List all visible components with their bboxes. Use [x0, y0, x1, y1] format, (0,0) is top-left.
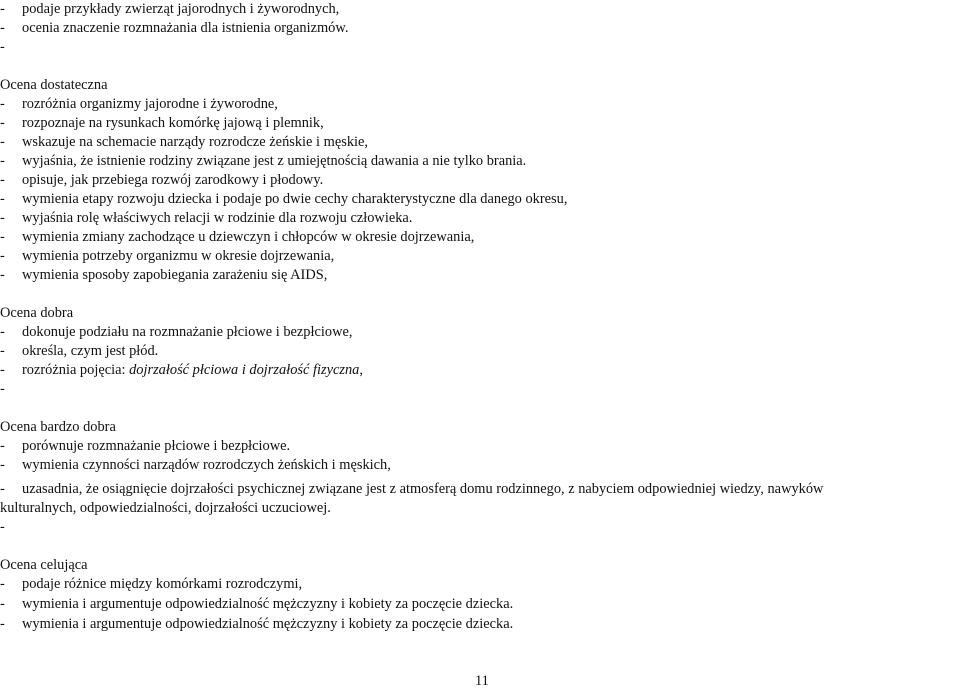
list-item-text: wymienia potrzeby organizmu w okresie dojrzewania,: [22, 248, 335, 264]
list-item: [0, 361, 363, 379]
list-item: [0, 456, 391, 474]
list-dash: -: [0, 481, 5, 497]
list-item-continuation: [0, 499, 331, 517]
list-dash: -: [0, 172, 5, 188]
list-dash: -: [0, 229, 5, 245]
list-dash: -: [0, 210, 5, 226]
list-dash: -: [0, 96, 5, 112]
empty-list-item: [0, 380, 22, 398]
list-item: [0, 19, 348, 37]
list-dash: -: [0, 576, 5, 592]
list-dash: -: [0, 519, 5, 535]
list-dash: -: [0, 39, 5, 55]
list-dash: -: [0, 616, 5, 632]
list-dash: -: [0, 362, 5, 378]
list-dash: -: [0, 457, 5, 473]
list-item: [0, 247, 334, 265]
list-dash: -: [0, 20, 5, 36]
list-item: [0, 595, 513, 613]
list-item-italic-terms: dojrzałość płciowa i dojrzałość fizyczna,: [129, 362, 363, 378]
empty-list-item: [0, 518, 22, 536]
list-item-text: rozróżnia pojęcia:: [22, 362, 126, 378]
list-item-text: podaje różnice między komórkami rozrodczymi,: [22, 576, 303, 592]
list-item-text: podaje przykłady zwierząt jajorodnych i żyworodnych,: [22, 1, 340, 17]
list-item: [0, 323, 352, 341]
list-item-text: ocenia znaczenie rozmnażania dla istnienia organizmów.: [22, 20, 349, 36]
list-dash: -: [0, 153, 5, 169]
list-item-text: rozróżnia organizmy jajorodne i żyworodne,: [22, 96, 278, 112]
list-item-text: rozpoznaje na rysunkach komórkę jajową i plemnik,: [22, 115, 324, 131]
list-dash: -: [0, 1, 5, 17]
list-item-text: opisuje, jak przebiega rozwój zarodkowy i płodowy.: [22, 172, 324, 188]
list-dash: -: [0, 343, 5, 359]
list-dash: -: [0, 381, 5, 397]
list-item-text: wymienia etapy rozwoju dziecka i podaje po dwie cechy charakterystyczne dla danego okresu,: [22, 191, 568, 207]
list-item: [0, 190, 567, 208]
list-item-text: uzasadnia, że osiągnięcie dojrzałości psychicznej związane jest z atmosferą domu rodzinnego, z nabyciem odpowiedniej wiedzy, nawyków: [22, 481, 824, 497]
list-item-text: kulturalnych, odpowiedzialności, dojrzałości uczuciowej.: [0, 500, 331, 516]
list-item-text: wymienia sposoby zapobiegania zarażeniu się AIDS,: [22, 267, 328, 283]
list-dash: -: [0, 596, 5, 612]
list-item: [0, 480, 823, 498]
list-dash: -: [0, 248, 5, 264]
list-item-text: określa, czym jest płód.: [22, 343, 159, 359]
list-item: [0, 266, 327, 284]
list-item-text: wymienia i argumentuje odpowiedzialność mężczyzny i kobiety za poczęcie dziecka.: [22, 596, 514, 612]
list-item-text: wymienia zmiany zachodzące u dziewczyn i chłopców w okresie dojrzewania,: [22, 229, 475, 245]
list-item-text: dokonuje podziału na rozmnażanie płciowe i bezpłciowe,: [22, 324, 353, 340]
list-dash: -: [0, 115, 5, 131]
list-item: [0, 171, 323, 189]
list-item-text: wyjaśnia, że istnienie rodziny związane jest z umiejętnością dawania a nie tylko brania.: [22, 153, 527, 169]
list-item: [0, 615, 513, 633]
list-dash: -: [0, 324, 5, 340]
list-item: [0, 0, 339, 18]
list-item-text: wymienia i argumentuje odpowiedzialność mężczyzny i kobiety za poczęcie dziecka.: [22, 616, 514, 632]
list-item-text: wymienia czynności narządów rozrodczych żeńskich i męskich,: [22, 457, 391, 473]
list-item: [0, 95, 278, 113]
list-item: [0, 152, 526, 170]
list-item: [0, 437, 290, 455]
section-heading-celujaca: Ocena celująca: [0, 557, 88, 573]
list-dash: -: [0, 267, 5, 283]
list-item: [0, 575, 302, 593]
list-item: [0, 342, 158, 360]
list-item-text: wyjaśnia rolę właściwych relacji w rodzinie dla rozwoju człowieka.: [22, 210, 413, 226]
list-item-text: wskazuje na schemacie narządy rozrodcze żeńskie i męskie,: [22, 134, 369, 150]
list-item: [0, 209, 412, 227]
list-dash: -: [0, 191, 5, 207]
list-dash: -: [0, 134, 5, 150]
section-heading-dobra: Ocena dobra: [0, 305, 74, 321]
list-item-text: porównuje rozmnażanie płciowe i bezpłciowe.: [22, 438, 291, 454]
page-number: 11: [475, 673, 489, 689]
section-heading-dostateczna: Ocena dostateczna: [0, 77, 108, 93]
list-dash: -: [0, 438, 5, 454]
list-item: [0, 114, 324, 132]
list-item: [0, 133, 368, 151]
list-item: [0, 228, 474, 246]
section-heading-bardzo-dobra: Ocena bardzo dobra: [0, 419, 116, 435]
empty-list-item: [0, 38, 22, 56]
